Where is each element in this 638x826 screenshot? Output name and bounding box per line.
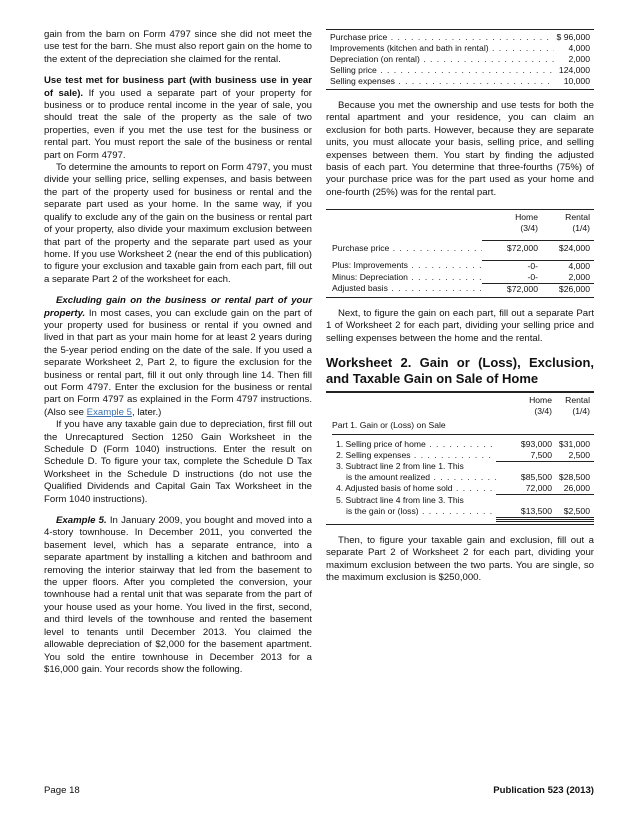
paragraph-text: If you used a separate part of your property for business or to produce rental income in the year of sale, you should treat the sale of the property as the sale of two properties, even if you met the use test for the business or rental part. You must report the sale of the business or rental part on Form 4797. (44, 87, 312, 161)
table-row (332, 495, 594, 506)
paragraph (44, 515, 312, 676)
row-label: 3. Subtract line 2 from line 1. This (336, 461, 464, 472)
cell-rental: $28,500 (558, 472, 590, 483)
table-row (332, 461, 594, 472)
part-label: Part 1. Gain or (Loss) on Sale (332, 417, 496, 435)
cell-home: -0- (482, 272, 538, 284)
row-label: Plus: Improvements (332, 260, 408, 271)
col-home-header: Home (515, 212, 538, 223)
row-label: Minus: Depreciation (332, 271, 408, 282)
table-row (332, 472, 594, 483)
paragraph-text: , later.) (132, 406, 162, 418)
right-column (326, 29, 594, 585)
table-header-row (332, 395, 594, 417)
col-rental-header: Rental (565, 212, 590, 223)
table-header-row (332, 212, 594, 234)
table-row (332, 439, 594, 450)
row-label: is the amount realized (346, 472, 431, 483)
paragraph-text: In most cases, you can exclude gain on the part of your property used for business or rental if you owned and lived in that part as your main home for at least 2 years during the 5-year period ending on the date of the sale. If you used a separate Worksheet 2, Part 2, to figure the exclusion for the business or rental part, fill it out only through line 14. Then fill out Form 4797. Enter the exclusion for the business or rental part on Form 4797 as explained in the Form 4797 instructions. (Also see (44, 307, 312, 418)
paragraph: To determine the amounts to report on Form 4797, you must divide your selling price, selling expenses, and basis between the part of the property used for business or rental and the separate part used as your home. In the same way, if you qualify to exclude any of the gain on the business or rental part of your property, also divide your maximum exclusion between that part of the property and the separate part used as your home. If you use Worksheet 2 (near the end of this publication) to figure your exclusion and taxable gain from each part, fill out a separate Part 2 of the worksheet for each. (44, 162, 312, 285)
basis-table (326, 209, 594, 298)
cell-rental: $2,500 (563, 505, 590, 516)
table-row (330, 76, 590, 87)
paragraph: Next, to figure the gain on each part, fill out a separate Part 1 of Worksheet 2 for each part, dividing your selling price and selling expenses between the home and the rental. (326, 307, 594, 344)
row-label: 1. Selling price of home (336, 438, 426, 449)
row-label: 4. Adjusted basis of home sold (336, 483, 453, 494)
cell-home: -0- (527, 260, 538, 271)
row-label: Purchase price (332, 242, 390, 253)
part-row (332, 417, 594, 435)
records-table (326, 29, 594, 90)
cell-rental: $31,000 (558, 438, 590, 449)
run-in-heading: Excluding gain on the business or rental part of your property. (44, 295, 312, 319)
table-row (330, 32, 590, 43)
row-value: 10,000 (563, 76, 590, 86)
worksheet-heading: Worksheet 2. Gain or (Loss), Exclusion, and Taxable Gain on Sale of Home (326, 354, 594, 386)
row-value: $ 96,000 (556, 32, 590, 42)
col-home-fraction: (3/4) (520, 223, 538, 234)
table-row (332, 483, 594, 495)
cell-home: $85,500 (520, 472, 552, 483)
paragraph (44, 75, 312, 162)
cell-home: $93,000 (520, 438, 552, 449)
row-label: Selling price (330, 65, 377, 75)
cell-rental: 4,000 (568, 260, 590, 271)
row-label: Selling expenses (330, 76, 395, 86)
table-row (332, 450, 594, 462)
paragraph: gain from the barn on Form 4797 since she did not meet the use test for the barn. She must also report gain on the home to the extent of the depreciation she claimed for the rental. (44, 29, 312, 65)
row-label: Depreciation (on rental) (330, 54, 420, 64)
row-label: Adjusted basis (332, 283, 388, 294)
paragraph-text: In January 2009, you bought and moved into a 4-story townhouse. In December 2011, you converted the basement level, which has a separate entrance, into a separate apartment by installing a kitchen and bathroom and removing the interior stairway that led from the basement to the upper floors. After you completed the conversion, your townhouse had a rental unit that was separate from the part of your house used as your home. You lived in the first, second, and third levels of the townhouse and rented the basement level to tenants until December 2013. You claimed the allowable depreciation of $2,000 for the basement apartment. You sold the entire townhouse in December 2013 for a $16,000 gain. Your records show the following. (44, 515, 312, 675)
table-row (332, 260, 594, 272)
table-row (332, 272, 594, 284)
example-5-link[interactable]: Example 5 (86, 406, 132, 418)
cell-home: 7,500 (496, 450, 552, 462)
table-row (332, 506, 594, 518)
cell-home: 72,000 (496, 483, 552, 495)
page-number: Page 18 (44, 785, 80, 796)
col-rental-fraction: (1/4) (572, 223, 590, 234)
left-column (44, 29, 312, 676)
cell-rental: 26,000 (552, 483, 594, 495)
col-rental-header: Rental (565, 394, 590, 405)
row-value: 2,000 (568, 54, 590, 64)
cell-home: $13,500 (520, 505, 552, 516)
paragraph: Because you met the ownership and use tests for both the rental apartment and your residence, you can claim an exclusion for both parts. However, because they are separate units, you must allocate your basis, selling price, and selling expenses between them. You start by finding the adjusted basis of each part. You determine that three-fourths (75%) of your purchase price was for the part used as your home and one-fourth (25%) was for the rental part. (326, 100, 594, 198)
col-rental-fraction: (1/4) (572, 405, 590, 416)
row-label: is the gain or (loss) (346, 505, 419, 516)
table-row (332, 240, 594, 256)
row-label: 5. Subtract line 4 from line 3. This (336, 494, 464, 505)
example-heading: Example 5. (56, 515, 107, 527)
cell-rental: 2,000 (538, 272, 594, 284)
worksheet-table (326, 391, 594, 525)
cell-rental: 2,500 (552, 450, 594, 462)
cell-home: $72,000 (506, 243, 538, 253)
col-home-header: Home (529, 394, 552, 405)
run-in-heading: Use test met for business part (with business use in year of sale). (44, 75, 312, 99)
cell-home: $72,000 (506, 283, 538, 294)
cell-rental: $24,000 (558, 243, 590, 253)
table-row (330, 54, 590, 65)
row-value: 124,000 (558, 65, 590, 75)
row-label: Purchase price (330, 32, 388, 42)
table-row (330, 43, 590, 54)
paragraph: Then, to figure your taxable gain and exclusion, fill out a separate Part 2 of Worksheet 2 for each part, dividing your maximum exclusion between the two parts. You are single, so the maximum exclusion is $250,000. (326, 534, 594, 584)
cell-rental: $26,000 (558, 283, 590, 294)
row-value: 4,000 (568, 43, 590, 53)
table-row (330, 65, 590, 76)
col-home-fraction: (3/4) (534, 405, 552, 416)
row-label: 2. Selling expenses (336, 449, 411, 460)
paragraph: If you have any taxable gain due to depreciation, first fill out the Unrecaptured Section 1250 Gain Worksheet in the Schedule D (Form 1040) instructions. Enter the result on Schedule D. To figure your tax, complete the Schedule D Tax Worksheet in the Schedule D instructions (do not use the Qualified Dividends and Capital Gain Tax Worksheet in the Form 1040 instructions). (44, 419, 312, 505)
row-label: Improvements (kitchen and bath in rental) (330, 43, 489, 53)
publication-title: Publication 523 (2013) (493, 785, 594, 796)
table-row (332, 283, 594, 295)
paragraph (44, 295, 312, 419)
